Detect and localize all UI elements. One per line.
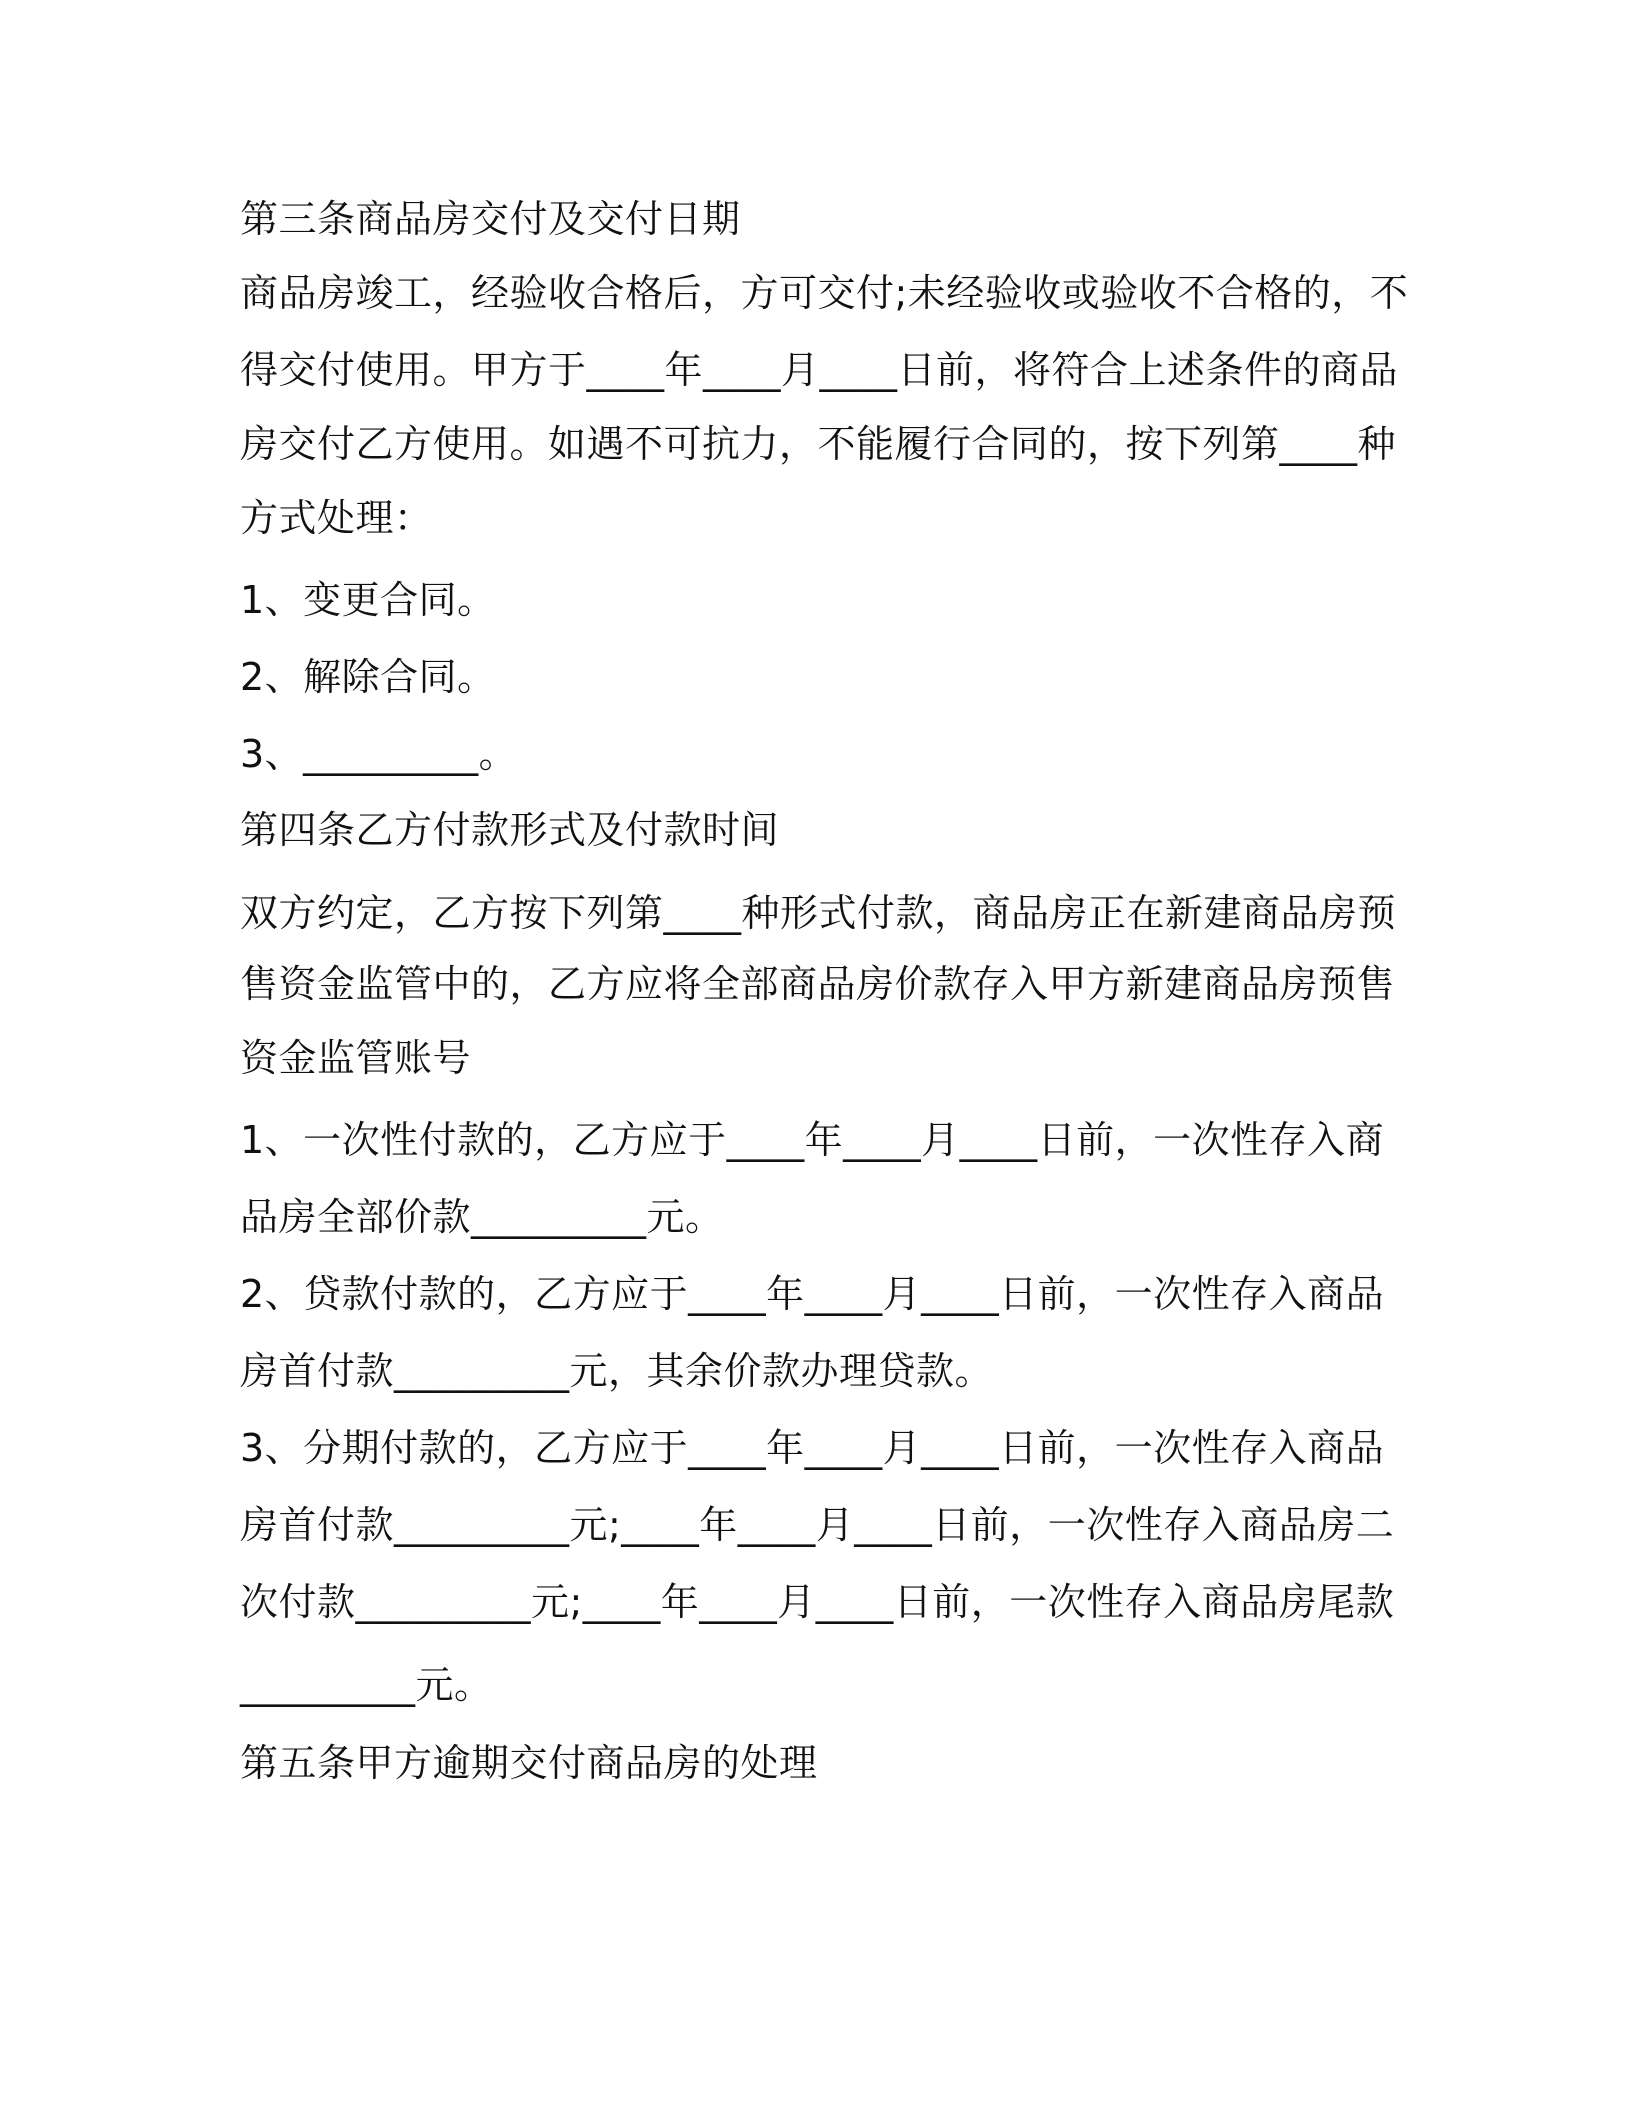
list-item: 2、解除合同。 xyxy=(240,655,496,699)
paragraph-line: 次付款_________元;____年____月____日前，一次性存入商品房尾款 xyxy=(240,1580,1395,1624)
paragraph-line: 方式处理： xyxy=(240,496,433,540)
list-item: 1、一次性付款的，乙方应于____年____月____日前，一次性存入商 xyxy=(240,1118,1385,1162)
paragraph-line: _________元。 xyxy=(240,1663,493,1707)
paragraph-line: 资金监管账号 xyxy=(240,1036,472,1080)
paragraph-line: 得交付使用。甲方于____年____月____日前，将符合上述条件的商品 xyxy=(240,348,1399,392)
article-4-heading: 第四条乙方付款形式及付款时间 xyxy=(240,808,780,852)
list-item: 3、_________。 xyxy=(240,732,518,776)
list-item: 3、分期付款的，乙方应于____年____月____日前，一次性存入商品 xyxy=(240,1426,1385,1470)
paragraph-line: 商品房竣工，经验收合格后，方可交付;未经验收或验收不合格的，不 xyxy=(240,271,1409,315)
paragraph-line: 房交付乙方使用。如遇不可抗力，不能履行合同的，按下列第____种 xyxy=(240,422,1397,466)
paragraph-line: 房首付款_________元;____年____月____日前，一次性存入商品房二 xyxy=(240,1503,1395,1547)
list-item: 1、变更合同。 xyxy=(240,578,496,622)
article-5-heading: 第五条甲方逾期交付商品房的处理 xyxy=(240,1741,818,1785)
paragraph-line: 售资金监管中的，乙方应将全部商品房价款存入甲方新建商品房预售 xyxy=(240,962,1396,1006)
list-item: 2、贷款付款的，乙方应于____年____月____日前，一次性存入商品 xyxy=(240,1272,1385,1316)
paragraph-line: 房首付款_________元，其余价款办理贷款。 xyxy=(240,1349,994,1393)
article-3-heading: 第三条商品房交付及交付日期 xyxy=(240,197,741,241)
paragraph-line: 品房全部价款_________元。 xyxy=(240,1195,724,1239)
paragraph-line: 双方约定，乙方按下列第____种形式付款，商品房正在新建商品房预 xyxy=(240,891,1397,935)
